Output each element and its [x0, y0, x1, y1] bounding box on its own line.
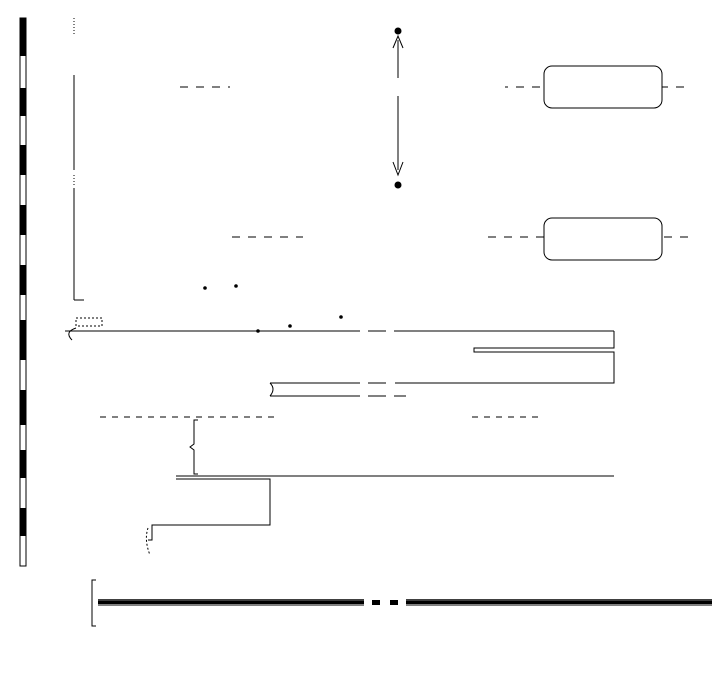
epimetheus-dot [203, 286, 207, 290]
ring-c-outline [148, 479, 270, 540]
mimas-dot [395, 182, 402, 189]
ring-a-outline [395, 331, 614, 383]
abs-scale-bracket [92, 580, 96, 626]
brightness-bar [98, 600, 712, 605]
ring-f-box [76, 318, 102, 326]
prometheus-dot [288, 324, 292, 328]
enceladus-dot [395, 28, 402, 35]
janus-dot [234, 284, 238, 288]
scale-bar-segments [20, 18, 26, 536]
unstable-brace [190, 420, 198, 474]
density-box-2 [544, 218, 662, 260]
density-box-1 [544, 66, 662, 108]
atlas-dot [256, 329, 260, 333]
pandora-dot [339, 315, 343, 319]
